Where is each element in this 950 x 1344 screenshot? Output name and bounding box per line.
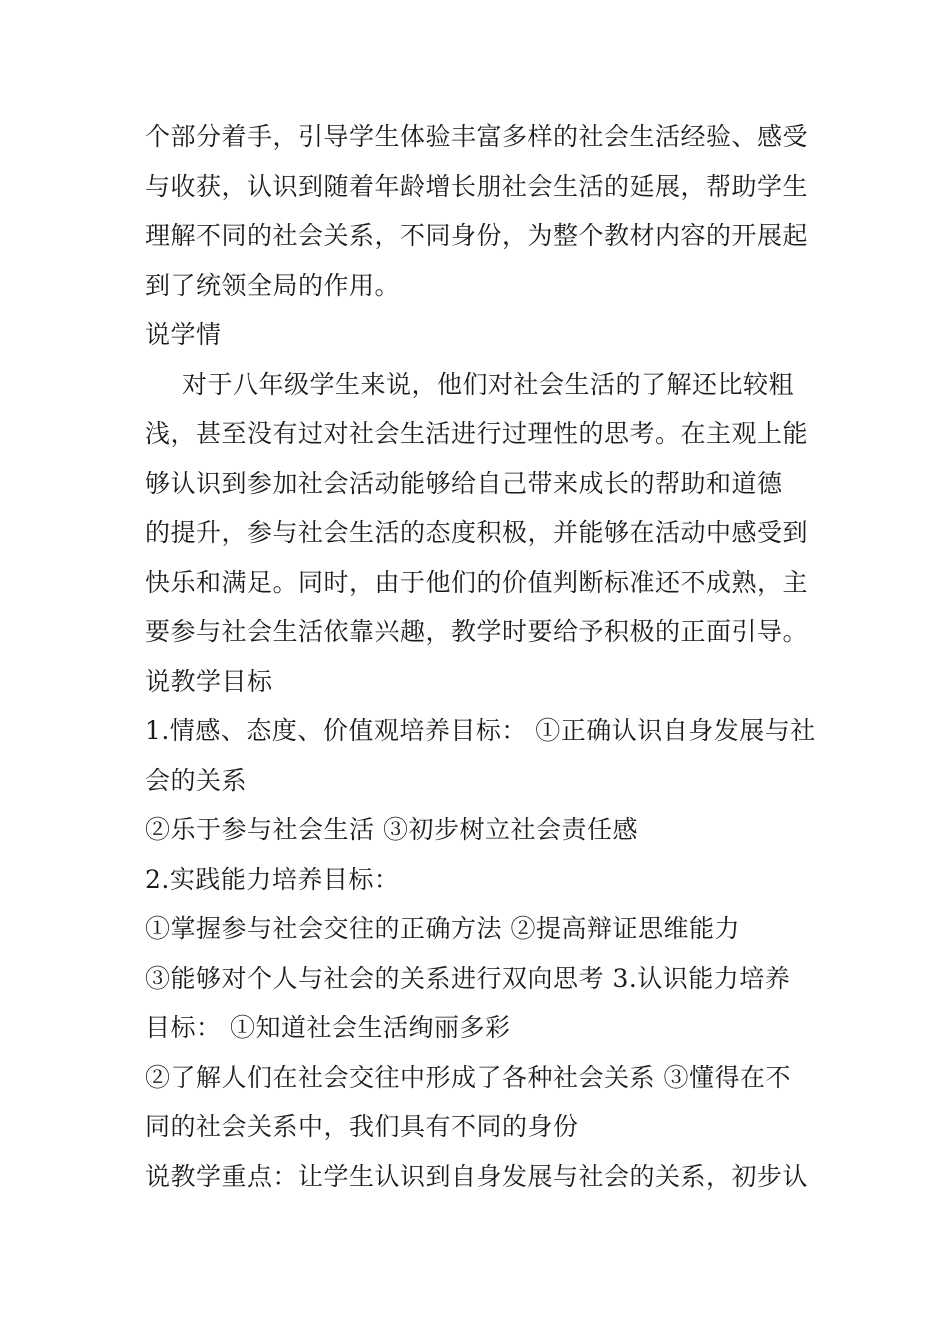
section-heading-student-situation: 说学情 [145, 320, 222, 349]
goal-line: 同的社会关系中，我们具有不同的身份 [145, 1112, 579, 1141]
goal-line: 1.情感、态度、价值观培养目标： ①正确认识自身发展与社 [145, 716, 816, 745]
goal-line: ②乐于参与社会生活 ③初步树立社会责任感 [145, 815, 638, 844]
section-heading-teaching-focus: 说教学重点：让学生认识到自身发展与社会的关系，初步认 [145, 1161, 809, 1191]
paragraph-line: 浅，甚至没有过对社会生活进行过理性的思考。在主观上能 [145, 419, 809, 448]
goal-line: ③能够对个人与社会的关系进行双向思考 3.认识能力培养 [145, 963, 791, 993]
goal-line: ②了解人们在社会交往中形成了各种社会关系 ③懂得在不 [145, 1062, 791, 1092]
goal-line: 目标： ①知道社会生活绚丽多彩 [145, 1013, 511, 1042]
paragraph-line: 对于八年级学生来说，他们对社会生活的了解还比较粗 [182, 369, 795, 399]
paragraph-line: 要参与社会生活依靠兴趣，教学时要给予积极的正面引导。 [145, 617, 809, 646]
goal-line: ①掌握参与社会交往的正确方法 ②提高辩证思维能力 [145, 914, 740, 943]
goal-line: 2.实践能力培养目标： [145, 864, 400, 894]
section-heading-teaching-goals: 说教学目标 [145, 666, 273, 696]
paragraph-line: 够认识到参加社会活动能够给自己带来成长的帮助和道德 [145, 468, 783, 498]
paragraph-line: 到了统领全局的作用。 [145, 270, 401, 300]
document-body [145, 112, 845, 1201]
paragraph-line: 个部分着手，引导学生体验丰富多样的社会生活经验、感受 [145, 122, 809, 151]
paragraph-line: 理解不同的社会关系，不同身份，为整个教材内容的开展起 [145, 221, 809, 250]
paragraph-line: 的提升，参与社会生活的态度积极，并能够在活动中感受到 [145, 518, 809, 547]
paragraph-line: 与收获，认识到随着年龄增长朋社会生活的延展，帮助学生 [145, 171, 809, 201]
goal-line: 会的关系 [145, 765, 248, 795]
paragraph-line: 快乐和满足。同时，由于他们的价值判断标准还不成熟，主 [145, 567, 809, 597]
